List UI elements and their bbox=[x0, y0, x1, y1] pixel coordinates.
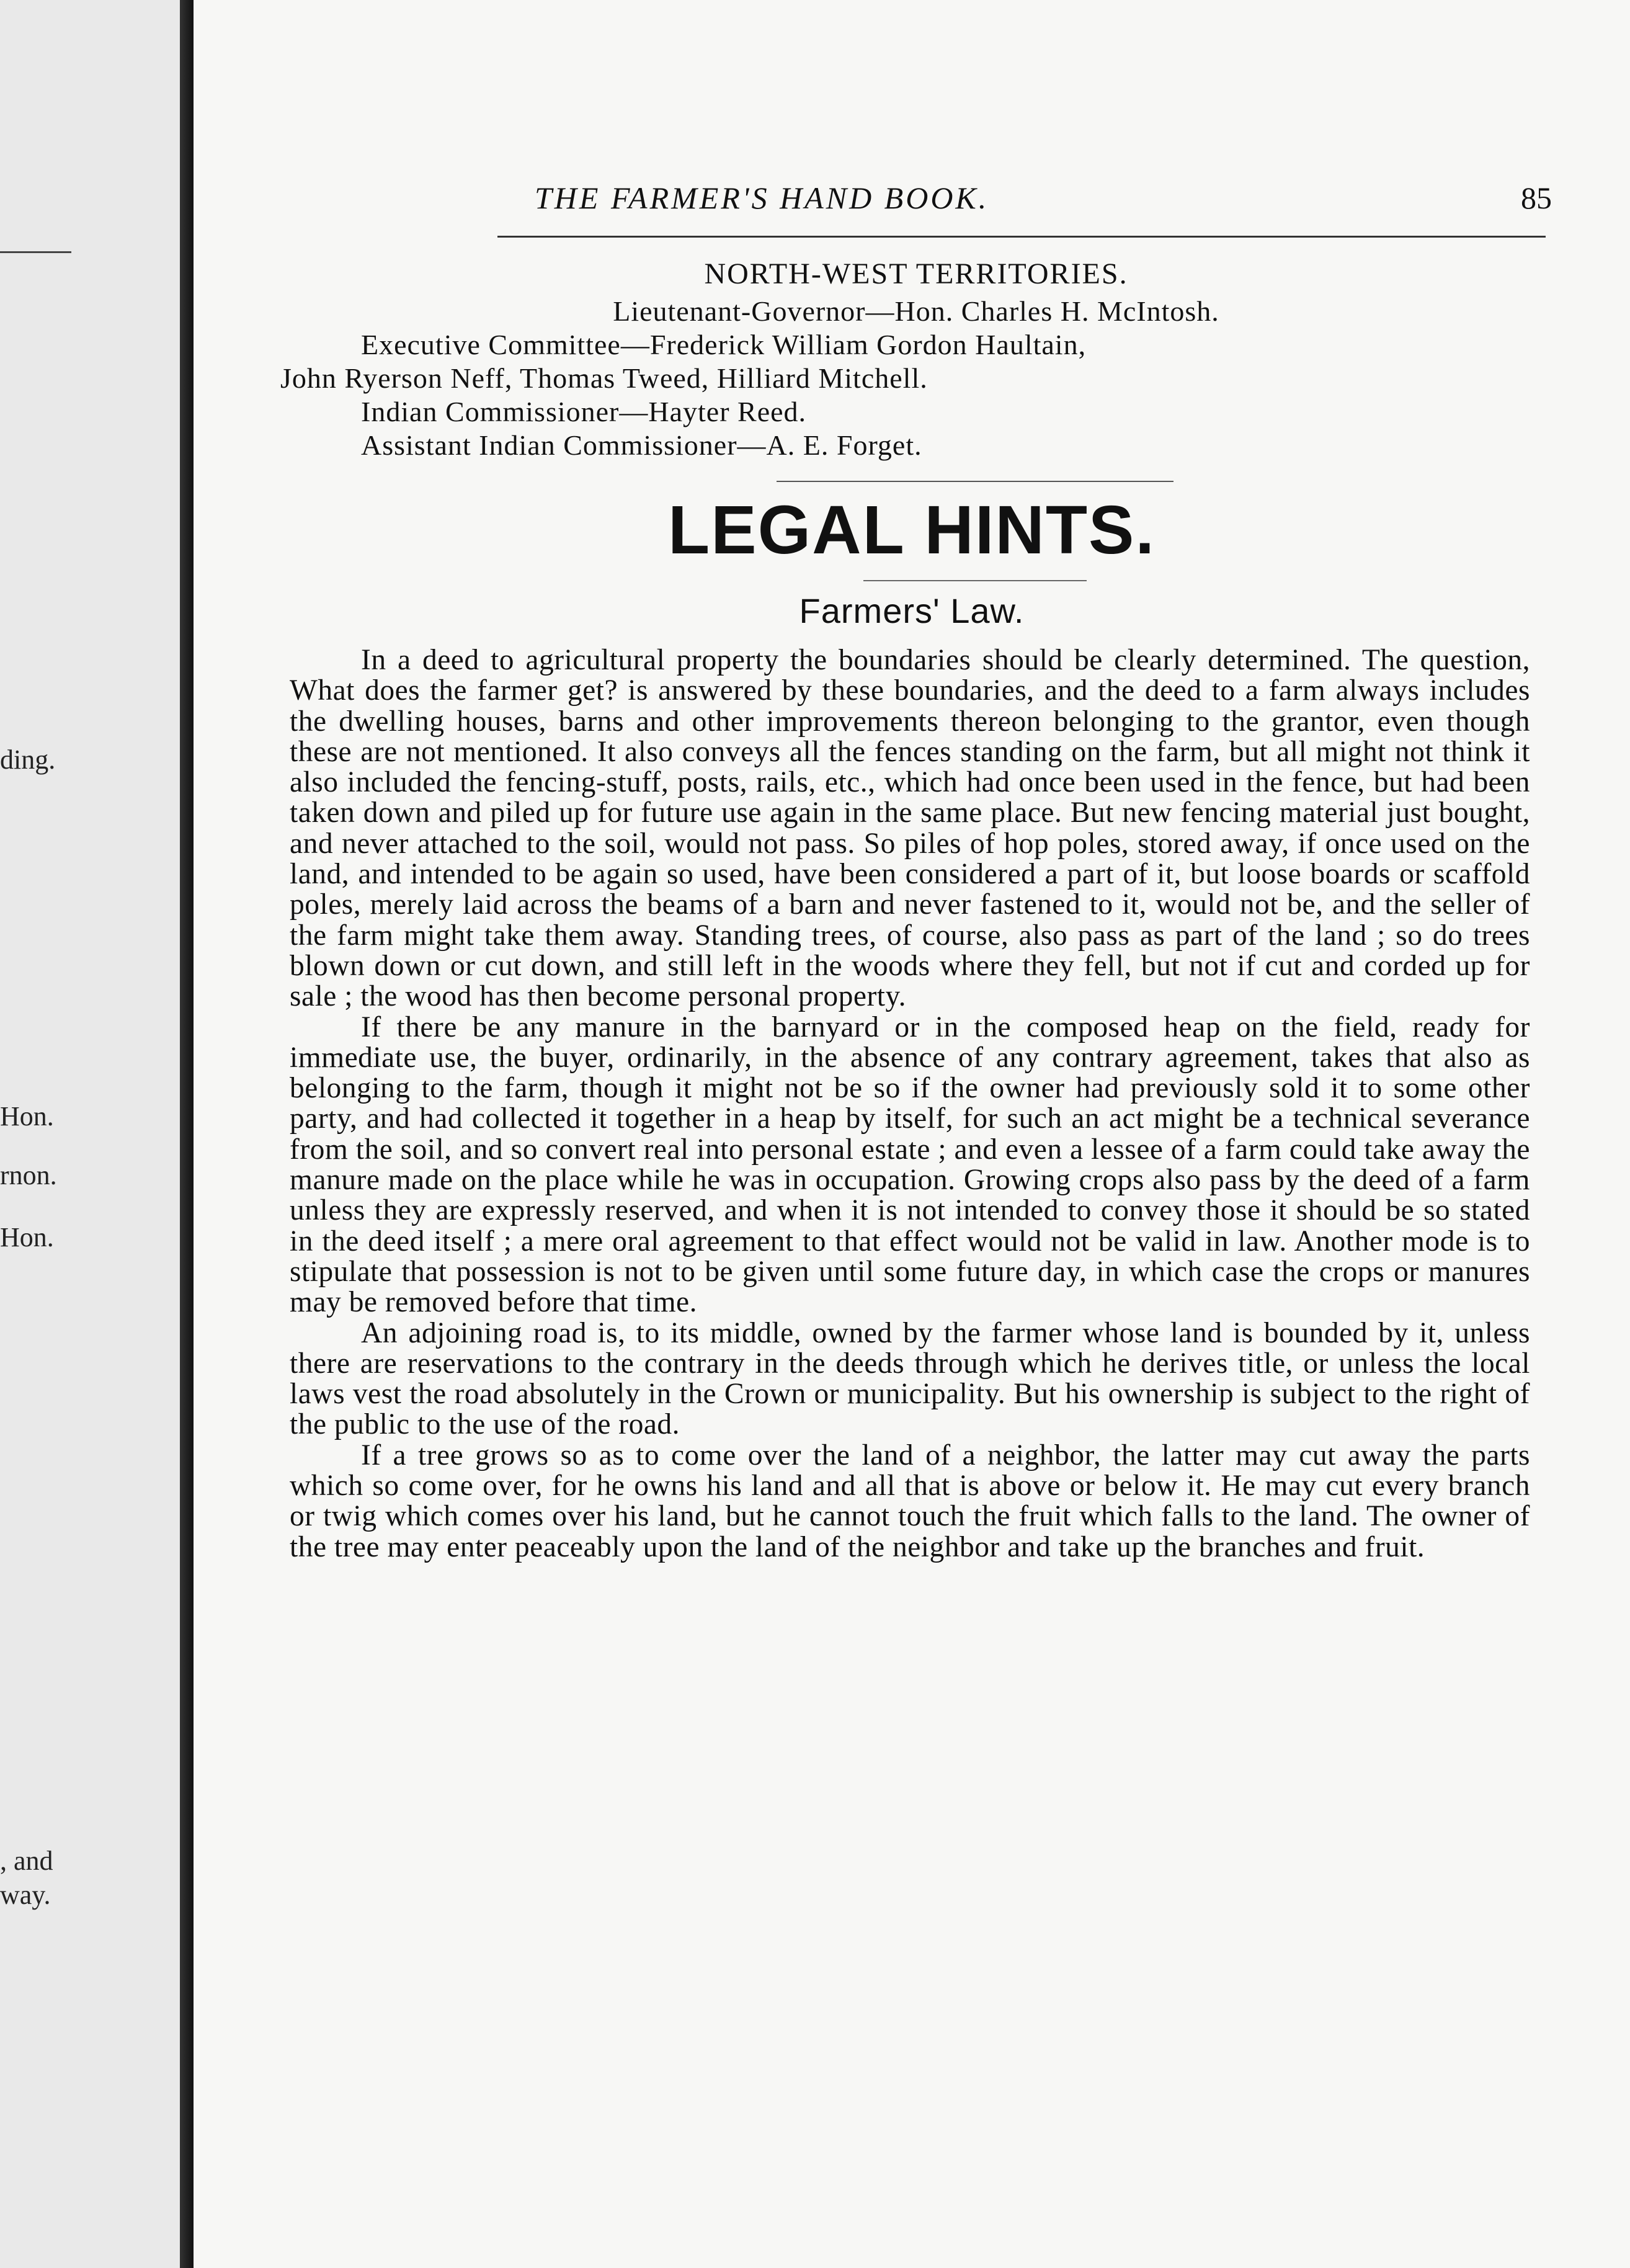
paragraph: An adjoining road is, to its middle, owned by the farmer whose land is bounded by it, unless there are reservations to the contrary in the deeds through which he derives title, or unless the local laws vest the road absolutely in the Crown or municipality. But his ownership is subject to the right of the public to the use of the road. bbox=[290, 1316, 1530, 1441]
title-underline bbox=[863, 580, 1087, 581]
official-line: Lieutenant-Governor—Hon. Charles H. McIntosh. bbox=[613, 295, 1219, 327]
left-page-fragment: rnon. bbox=[0, 1160, 57, 1190]
section-divider bbox=[777, 481, 1174, 482]
left-page-fragment: Hon. bbox=[0, 1222, 54, 1252]
book-page bbox=[194, 0, 1630, 2268]
paragraph: If a tree grows so as to come over the land of a neighbor, the latter may cut away the parts which so come over, for he owns his land and all that is above or below it. He may cut every branch or twig which comes over his land, but he cannot touch the fruit which falls to the land. The owner of the tree may enter peaceably upon the land of the neighbor and take up the branches and fruit. bbox=[290, 1439, 1530, 1563]
left-page-edge bbox=[0, 0, 180, 2268]
official-line: Assistant Indian Commissioner—A. E. Forget. bbox=[361, 429, 922, 461]
header-rule bbox=[497, 236, 1546, 238]
territory-heading: NORTH-WEST TERRITORIES. bbox=[704, 257, 1128, 290]
book-gutter bbox=[180, 0, 194, 2268]
officials-block bbox=[280, 257, 1552, 462]
left-page-fragment: way. bbox=[0, 1880, 51, 1910]
page-number: 85 bbox=[1521, 181, 1552, 215]
paragraph: In a deed to agricultural property the boundaries should be clearly determined. The question, What does the farmer get? is answered by these boundaries, and the deed to a farm always includes the dwelling houses, barns and other improvements thereon belonging to the grantor, even though these are not mentioned. It also conveys all the fences standing on the farm, but all might not think it also included the fencing-stuff, posts, rails, etc., which had once been used in the fence, but had been taken down and piled up for future use again in the same place. But new fencing material just bought, and never attached to the soil, would not pass. So piles of hop poles, stored away, if once used on the land, and intended to be again so used, have been considered a part of it, but loose boards or scaffold poles, merely laid across the beams of a barn and never fastened to it, would not be, and the seller of the farm might take them away. Standing trees, of course, also pass as part of the land ; so do trees blown down or cut down, and still left in the woods where they fell, but not if cut and corded up for sale ; the wood has then become personal property. bbox=[290, 644, 1530, 1013]
article-body bbox=[290, 645, 1530, 1563]
official-line: Executive Committee—Frederick William Gordon Haultain, bbox=[361, 329, 1087, 360]
section-title: LEGAL HINTS. bbox=[668, 492, 1156, 568]
left-page-fragment: , and bbox=[0, 1846, 53, 1876]
official-line: John Ryerson Neff, Thomas Tweed, Hilliard Mitchell. bbox=[280, 362, 928, 394]
paragraph: If there be any manure in the barnyard or in the composed heap on the field, ready for immediate use, the buyer, ordinarily, in the absence of any contrary agreement, takes that also as belonging to the farm, though it might not be so if the owner had previously sold it to some other party, and had collected it together in a heap by itself, for such an act might be a technical severance from the soil, and so convert real into personal estate ; and even a lessee of a farm could take away the manure made on the place while he was in occupation. Growing crops also pass by the deed of a farm unless they are expressly reserved, and when it is not intended to convey those it should be so stated in the deed itself ; a mere oral agreement to that effect would not be valid in law. Another mode is to stipulate that possession is not to be given until some future day, in which case the crops or manures may be removed before that time. bbox=[290, 1011, 1530, 1319]
left-page-fragment: ding. bbox=[0, 744, 56, 775]
left-page-fragment: Hon. bbox=[0, 1101, 54, 1132]
left-page-rule bbox=[0, 251, 71, 253]
subsection-title: Farmers' Law. bbox=[799, 591, 1025, 630]
running-head bbox=[535, 180, 1552, 230]
running-title: THE FARMER'S HAND BOOK. bbox=[535, 181, 989, 215]
official-line: Indian Commissioner—Hayter Reed. bbox=[361, 396, 807, 427]
